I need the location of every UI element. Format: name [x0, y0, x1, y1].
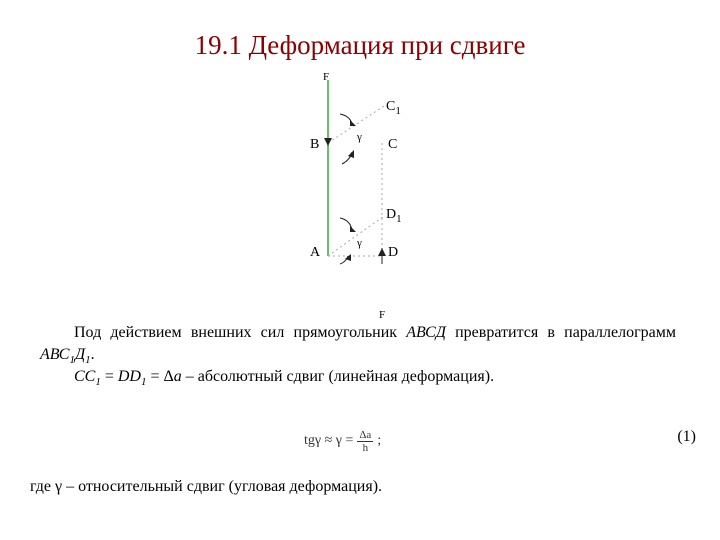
- paragraph-parallelogram: Под действием внешних сил прямоугольник АВСД превратится в параллелограмм $АВС_1Д_1$.: [40, 324, 676, 367]
- formula-tail: ;: [377, 433, 382, 448]
- where-text: где γ – относительный сдвиг (угловая деформация).: [30, 478, 383, 495]
- force-arrow-b: [324, 138, 332, 146]
- force-label-bottom: F: [379, 309, 386, 321]
- formula-denominator: h: [362, 441, 369, 454]
- force-arrow-d: [378, 248, 386, 256]
- diagonal-ad1-line: [328, 216, 384, 256]
- shear-diagram: [290, 68, 410, 321]
- formula-fraction: [357, 429, 373, 454]
- equation-number: (1): [677, 428, 696, 445]
- shear-formula: [304, 423, 381, 459]
- paragraph-absolute-shear: $СС_1 = DD_1 = \Delta а$ – абсолютный сдвиг (линейная деформация).: [74, 368, 495, 389]
- formula-numerator: Δa: [359, 428, 372, 441]
- gamma-arrow-top-2: [348, 150, 354, 158]
- point-label-a: A: [310, 245, 321, 260]
- force-label-top: F: [323, 71, 330, 83]
- formula-lhs: tgγ ≈ γ =: [304, 433, 354, 448]
- point-label-d: D: [388, 245, 399, 260]
- gamma-arrow-top-1: [350, 120, 356, 126]
- gamma-label-top: γ: [357, 131, 362, 143]
- point-label-b: B: [310, 137, 320, 152]
- diagonal-bc1-line: [328, 106, 384, 143]
- gamma-label-bottom: γ: [357, 237, 362, 249]
- point-label-c1: $C_1$: [386, 99, 401, 117]
- point-label-c: C: [388, 137, 398, 152]
- slide-title: 19.1 Деформация при сдвиге: [194, 30, 526, 60]
- point-label-d1: $D_1$: [386, 207, 402, 225]
- gamma-arrow-bottom-1: [350, 226, 356, 232]
